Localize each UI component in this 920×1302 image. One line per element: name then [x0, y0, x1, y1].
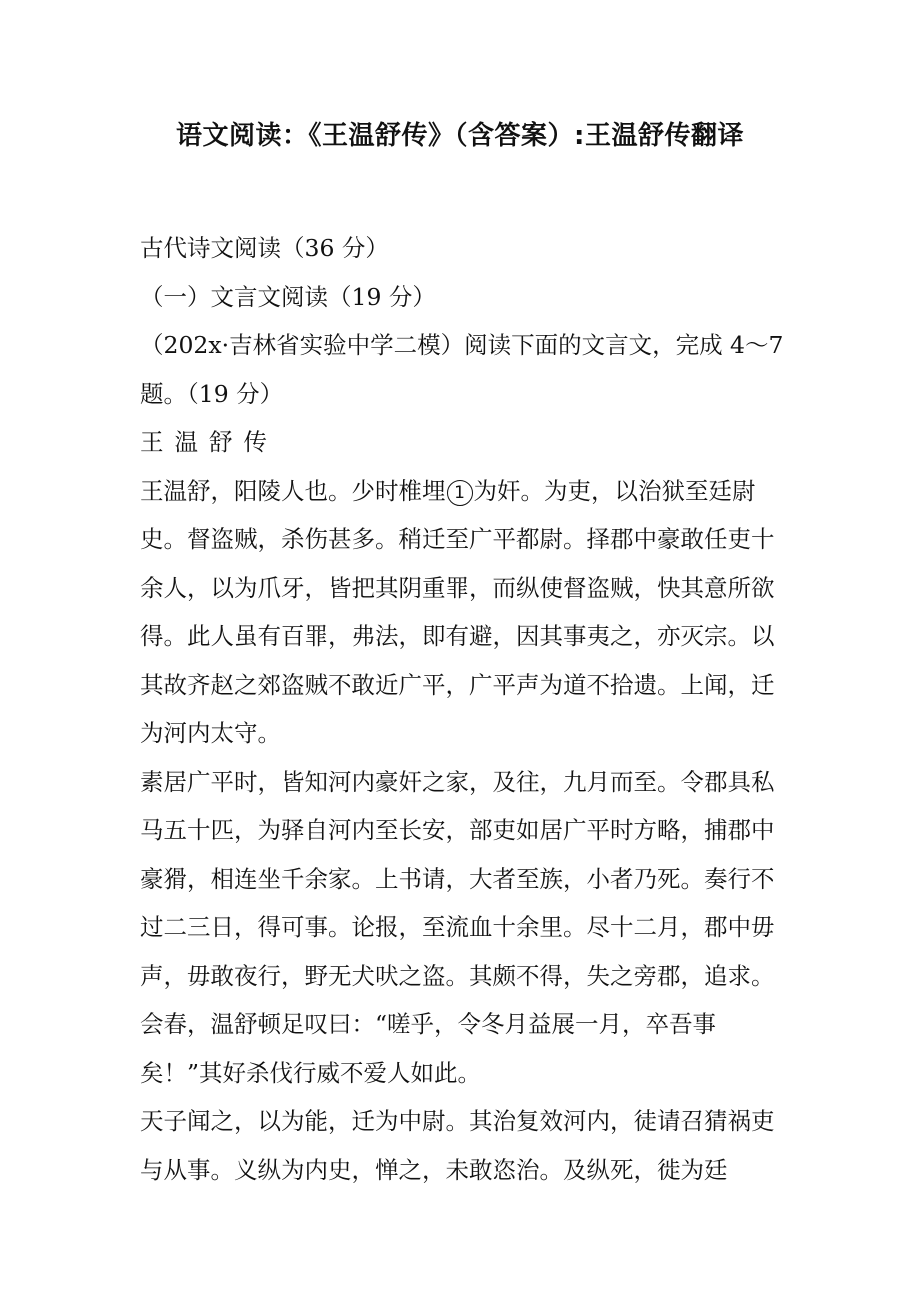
- footnote-marker: 1: [447, 480, 473, 506]
- passage-title: 王温舒传: [140, 428, 278, 456]
- question-intro: （202x·吉林省实验中学二模）阅读下面的文言文，完成 4～7 题。（19 分）: [140, 331, 784, 408]
- paragraph-text: 王温舒，阳陵人也。少时椎埋: [140, 476, 446, 505]
- paragraph-text: 为奸。为吏，以治狱至廷尉史。督盗贼，杀伤甚多。稍迁至广平都尉。择郡中豪敢任吏十余人，以为爪牙，皆把其阴重罪，而纵使督盗贼，快其意所欲得。此人虽有百罪，弗法，即有避，因其事夷之，亦灭宗。以其故齐赵之郊盗贼不敢近广平，广平声为道不拾遗。上闻，迁为河内太守。: [140, 476, 775, 747]
- passage-paragraph-3: 天子闻之，以为能，迁为中尉。其治复效河内，徒请召猜祸吏与从事。义纵为内史，惮之，未敢恣治。及纵死，徙为廷: [140, 1107, 775, 1184]
- passage-paragraph-1: [140, 467, 790, 758]
- passage-paragraph-2: 素居广平时，皆知河内豪奸之家，及往，九月而至。令郡具私马五十匹，为驿自河内至长安，部吏如居广平时方略，捕郡中豪猾，相连坐千余家。上书请，大者至族，小者乃死。奏行不过二三日，得可事。论报，至流血十余里。尽十二月，郡中毋声，毋敢夜行，野无犬吠之盗。其颇不得，失之旁郡，追求。会春，温舒顿足叹曰：“嗟乎，令冬月益展一月，卒吾事矣！”其好杀伐行威不爱人如此。: [140, 767, 775, 1087]
- document-title: 语文阅读：《王温舒传》（含答案）:王温舒传翻译: [176, 121, 744, 151]
- document-body: [140, 224, 790, 1194]
- subsection-heading: （一）文言文阅读（19 分）: [140, 282, 436, 311]
- section-heading: 古代诗文阅读（36 分）: [140, 234, 389, 262]
